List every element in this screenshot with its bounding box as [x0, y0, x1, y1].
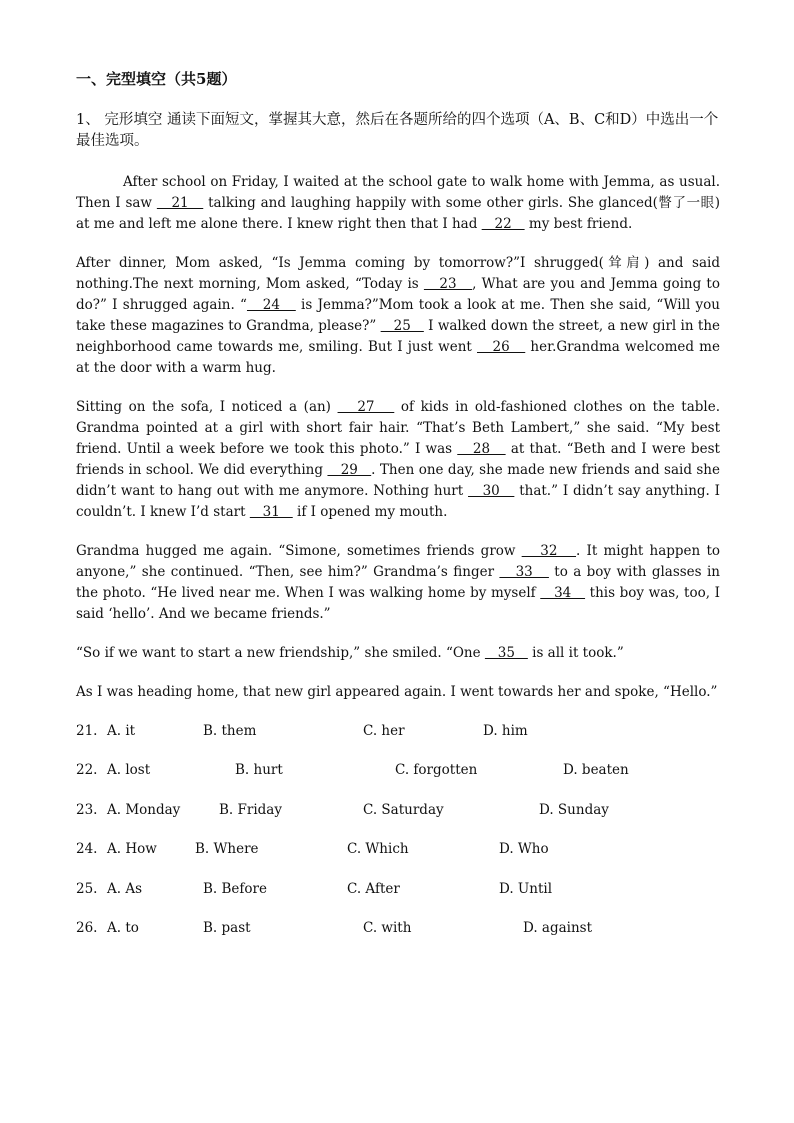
passage-paragraph: [76, 253, 720, 379]
passage-paragraph: [76, 541, 720, 625]
question-number: 23.: [76, 801, 98, 818]
option-d: D. Who: [499, 841, 549, 858]
option-a: A. Monday: [107, 801, 181, 818]
option-b: B. them: [203, 723, 257, 739]
paragraph-text: After dinner, Mom asked, “Is Jemma coming by tomorrow?”I shrugged(耸肩) and said nothing.The next morning, Mom asked, “Today is: [76, 255, 720, 292]
passage-paragraph: [76, 643, 720, 664]
question-number: 21.: [76, 723, 98, 739]
option-a: A. lost: [107, 762, 151, 779]
option-c: C. with: [363, 919, 412, 936]
option-d: D. Until: [499, 880, 553, 897]
answer-blank: 21: [156, 195, 204, 211]
question-row: [76, 920, 720, 959]
passage-paragraph: [76, 172, 720, 235]
option-b: B. Where: [195, 841, 259, 858]
passage-paragraph: [76, 682, 720, 703]
paragraph-text: I walked down the street, a new girl in the neighborhood came towards me, smiling. But I just went: [76, 318, 721, 355]
section-title: 一、完型填空（共5题）: [76, 70, 237, 88]
option-c: C. After: [347, 880, 400, 897]
paragraph-text: Grandma hugged me again. “Simone, sometimes friends grow: [76, 543, 522, 559]
answer-blank: 24: [246, 297, 296, 313]
instructions: 1、 完形填空 通读下面短文，掌握其大意，然后在各题所给的四个选项（A、B、C和D）中选出一个最佳选项。: [76, 112, 719, 149]
paragraph-text: her.Grandma welcomed me at the door with a warm hug.: [76, 339, 720, 376]
paragraph-text: As I was heading home, that new girl appeared again. I went towards her and spoke, “Hello.”: [76, 684, 718, 700]
question-row: [76, 762, 720, 801]
option-d: D. him: [483, 723, 528, 739]
document-page: [76, 68, 720, 959]
paragraph-text: at that. “Beth and I were best friends in school. We did everything: [76, 441, 720, 478]
answer-blank: 22: [481, 216, 525, 232]
answer-blank: 27: [337, 399, 395, 415]
paragraph-text: is Jemma?”Mom took a look at me. Then she said, “Will you take these magazines to Grandma, please?”: [76, 297, 720, 334]
paragraph-text: . Then one day, she made new friends and said she didn’t want to hang out with me anymore. Nothing hurt: [76, 462, 720, 499]
passage: [76, 172, 720, 703]
paragraph-text: Sitting on the sofa, I noticed a (an): [76, 399, 338, 415]
answer-blank: 31: [249, 504, 293, 520]
answer-blank: 26: [477, 339, 526, 355]
question-number: 25.: [76, 880, 98, 897]
option-b: B. hurt: [235, 762, 283, 779]
answer-blank: 33: [499, 564, 549, 580]
option-a: A. it: [107, 723, 136, 739]
paragraph-text: . It might happen to anyone,” she continued. “Then, see him?” Grandma’s finger: [76, 543, 720, 580]
answer-blank: 28: [457, 441, 506, 457]
paragraph-text: is all it took.”: [527, 645, 624, 661]
passage-paragraph: [76, 397, 720, 523]
option-c: C. her: [363, 723, 405, 739]
answer-blank: 35: [484, 645, 528, 661]
question-number: 22.: [76, 762, 98, 779]
paragraph-text: if I opened my mouth.: [292, 504, 448, 520]
paragraph-text: “So if we want to start a new friendship,” she smiled. “One: [76, 645, 485, 661]
answer-blank: 25: [380, 318, 424, 334]
paragraph-text: this boy was, too, I said ‘hello’. And we became friends.”: [76, 585, 720, 622]
option-a: A. How: [107, 841, 157, 858]
answer-blank: 29: [327, 462, 372, 478]
answer-blank: 23: [423, 276, 473, 292]
option-c: C. Saturday: [363, 801, 444, 818]
question-number: 24.: [76, 841, 98, 858]
option-d: D. Sunday: [539, 801, 609, 818]
option-c: C. Which: [347, 841, 409, 858]
paragraph-text: my best friend.: [524, 216, 633, 232]
question-number: 26.: [76, 919, 98, 936]
option-d: D. beaten: [563, 762, 629, 779]
question-options: [76, 723, 720, 959]
option-b: B. Before: [203, 880, 267, 897]
answer-blank: 34: [540, 585, 586, 601]
paragraph-text: of kids in old-fashioned clothes on the table. Grandma pointed at a girl with short fair hair. “That’s Beth Lambert,” she said. “My best friend. Until a week before we took this photo.” I was: [76, 399, 720, 457]
option-b: B. past: [203, 919, 251, 936]
option-d: D. against: [523, 919, 593, 936]
paragraph-text: to a boy with glasses in the photo. “He lived near me. When I was walking home by myself: [76, 564, 720, 601]
paragraph-text: talking and laughing happily with some other girls. She glanced(瞥了一眼) at me and left me alone there. I knew right then that I had: [76, 195, 720, 232]
question-row: [76, 841, 720, 880]
option-b: B. Friday: [219, 801, 282, 818]
option-a: A. As: [107, 880, 143, 897]
answer-blank: 32: [521, 543, 577, 559]
question-row: [76, 881, 720, 920]
option-c: C. forgotten: [395, 762, 478, 779]
option-a: A. to: [107, 919, 139, 936]
paragraph-text: After school on Friday, I waited at the school gate to walk home with Jemma, as usual. Then I saw: [76, 174, 720, 211]
question-row: [76, 723, 720, 762]
question-row: [76, 802, 720, 841]
paragraph-text: , What are you and Jemma going to do?” I shrugged again. “: [76, 276, 720, 313]
paragraph-text: that.” I didn’t say anything. I couldn’t. I knew I’d start: [76, 483, 721, 520]
answer-blank: 30: [468, 483, 515, 499]
